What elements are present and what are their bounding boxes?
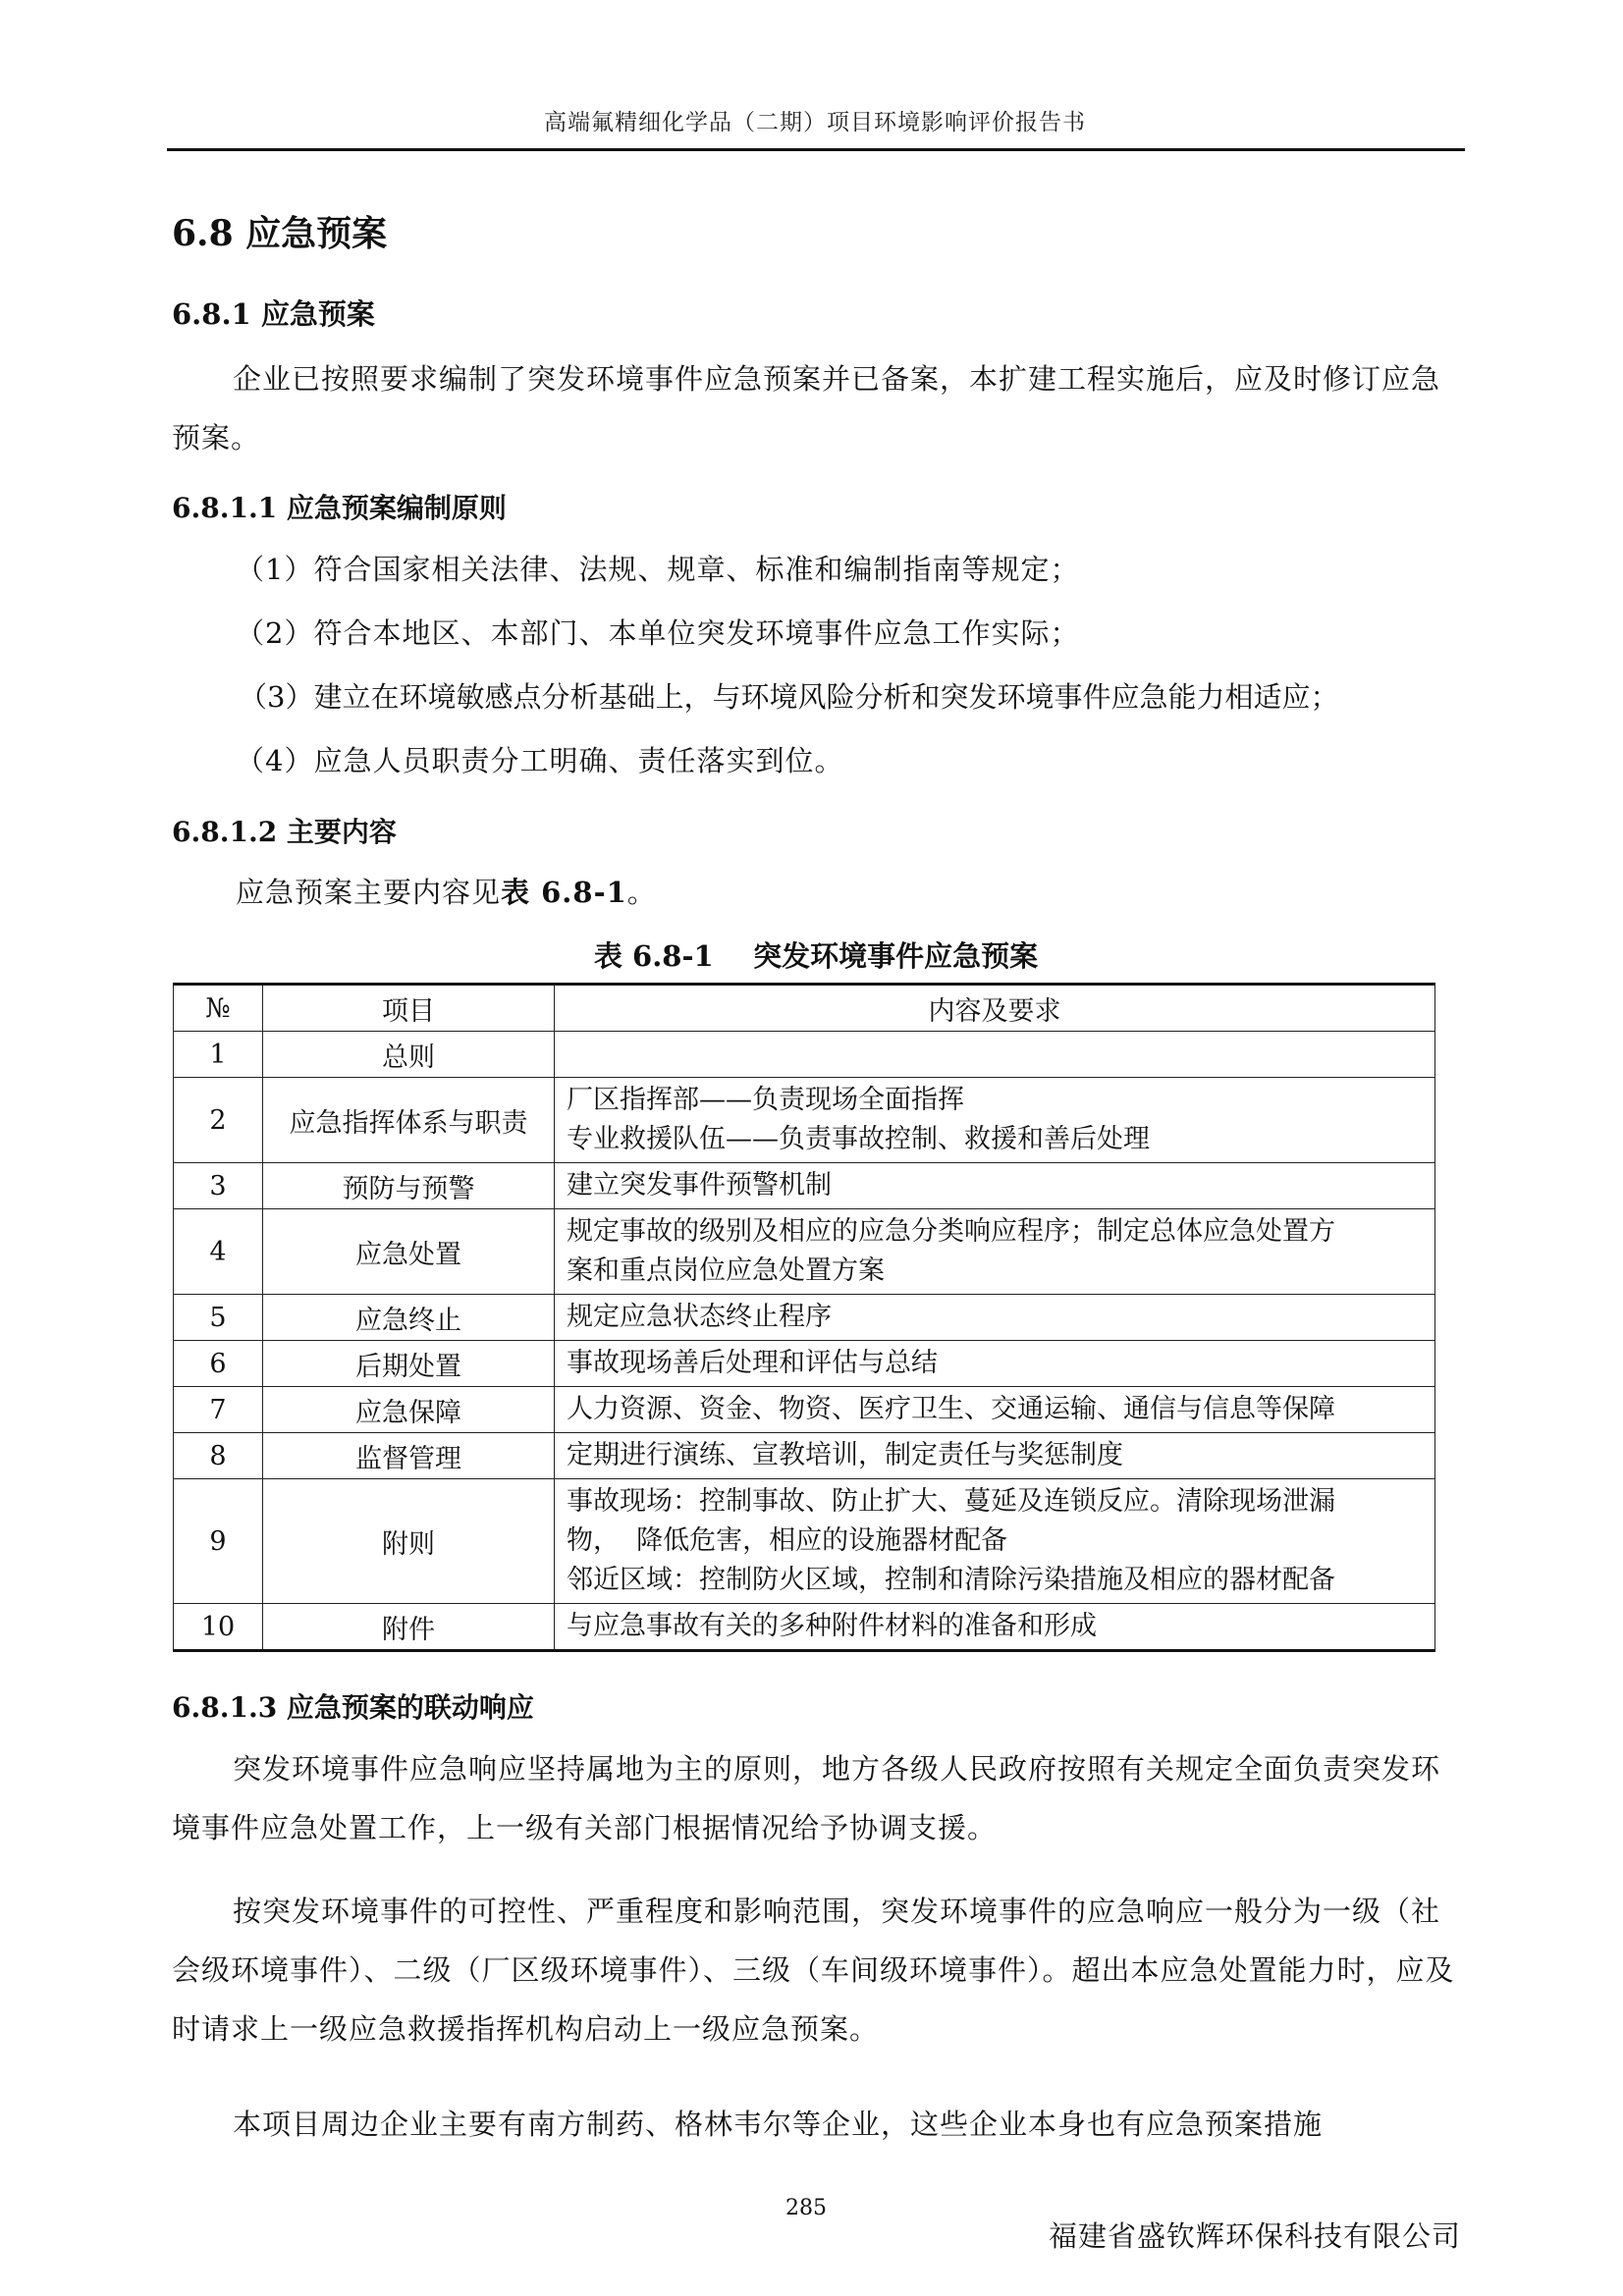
emergency-plan-table — [173, 983, 1435, 1652]
column-header-item: 项目 — [263, 985, 555, 1032]
principle-item: （3）建立在环境敏感点分析基础上，与环境风险分析和突发环境事件应急能力相适应； — [239, 680, 1339, 714]
row-item-name: 总则 — [263, 1032, 555, 1078]
content-line: 与应急事故有关的多种附件材料的准备和形成 — [567, 1611, 1097, 1641]
section-6-8-1-2-heading: 6.8.1.2 主要内容 — [172, 816, 397, 848]
content-line: 定期进行演练、宣教培训，制定责任与奖惩制度 — [567, 1440, 1123, 1470]
row-number: 4 — [174, 1209, 263, 1295]
row-number: 3 — [174, 1163, 263, 1209]
row-item-name: 应急终止 — [263, 1295, 555, 1341]
content-line: 规定应急状态终止程序 — [567, 1302, 832, 1332]
row-number: 5 — [174, 1295, 263, 1341]
section-6-8-1-3-paragraph: 本项目周边企业主要有南方制药、格林韦尔等企业，这些企业本身也有应急预案措施 — [233, 2108, 1324, 2141]
content-line: 邻近区域：控制防火区域，控制和清除污染措施及相应的器材配备 — [567, 1565, 1335, 1595]
table-row — [174, 1209, 1435, 1295]
running-header-title: 高端氟精细化学品（二期）项目环境影响评价报告书 — [544, 110, 1086, 135]
content-line: 厂区指挥部——负责现场全面指挥 — [567, 1085, 964, 1115]
row-number: 9 — [174, 1479, 263, 1604]
content-line — [567, 1035, 1423, 1074]
row-item-name: 预防与预警 — [263, 1163, 555, 1209]
row-content — [555, 1479, 1435, 1604]
row-item-name: 应急指挥体系与职责 — [263, 1078, 555, 1163]
row-content — [555, 1604, 1435, 1651]
section-6-8-1-2-paragraph: 应急预案主要内容见表 6.8-1。 — [236, 876, 657, 909]
row-item-name: 监督管理 — [263, 1433, 555, 1479]
content-line: 事故现场：控制事故、防止扩大、蔓延及连锁反应。清除现场泄漏 — [567, 1486, 1335, 1517]
table-caption: 表 6.8-1 突发环境事件应急预案 — [593, 939, 1039, 973]
header-rule — [167, 148, 1465, 151]
table-row — [174, 1163, 1435, 1209]
principle-item: （4）应急人员职责分工明确、责任落实到位。 — [236, 744, 844, 777]
row-number: 1 — [174, 1032, 263, 1078]
table-row — [174, 1604, 1435, 1651]
footer-company: 福建省盛钦辉环保科技有限公司 — [1048, 2219, 1461, 2253]
row-content — [555, 1341, 1435, 1387]
content-line: 案和重点岗位应急处置方案 — [567, 1255, 885, 1286]
row-content — [555, 1163, 1435, 1209]
table-row — [174, 1078, 1435, 1163]
principle-item: （1）符合国家相关法律、法规、规章、标准和编制指南等规定； — [236, 553, 1080, 586]
content-line: 物， 降低危害，相应的设施器材配备 — [567, 1525, 1008, 1556]
content-line: 规定事故的级别及相应的应急分类响应程序；制定总体应急处置方 — [567, 1216, 1335, 1247]
content-line: 专业救援队伍——负责事故控制、救援和善后处理 — [567, 1124, 1150, 1154]
content-line: 人力资源、资金、物资、医疗卫生、交通运输、通信与信息等保障 — [567, 1394, 1335, 1424]
row-number: 8 — [174, 1433, 263, 1479]
table-row — [174, 1479, 1435, 1604]
table-reference: 表 6.8-1 — [501, 876, 627, 909]
row-item-name: 后期处置 — [263, 1341, 555, 1387]
row-item-name: 附件 — [263, 1604, 555, 1651]
table-row — [174, 1295, 1435, 1341]
section-6-8-1-3-heading: 6.8.1.3 应急预案的联动响应 — [172, 1691, 534, 1724]
content-line: 建立突发事件预警机制 — [567, 1170, 832, 1201]
content-line: 事故现场善后处理和评估与总结 — [567, 1348, 938, 1378]
section-6-8-1-1-heading: 6.8.1.1 应急预案编制原则 — [172, 492, 507, 524]
section-6-8-1-3-paragraph: 按突发环境事件的可控性、严重程度和影响范围，突发环境事件的应急响应一般分为一级（社会级环境事件）、二级（厂区级环境事件）、三级（车间级环境事件）。超出本应急处置能力时，应及时请求上一级应急救援指挥机构启动上一级应急预案。 — [172, 1895, 1455, 2046]
table-row — [174, 1032, 1435, 1078]
column-header-content: 内容及要求 — [555, 985, 1435, 1032]
row-content — [555, 1295, 1435, 1341]
row-item-name: 应急保障 — [263, 1387, 555, 1433]
section-6-8-1-paragraph: 企业已按照要求编制了突发环境事件应急预案并已备案，本扩建工程实施后，应及时修订应急预案。 — [172, 362, 1441, 454]
column-header-no: № — [174, 985, 263, 1032]
table-header-row — [174, 985, 1435, 1032]
row-item-name: 附则 — [263, 1479, 555, 1604]
row-content — [555, 1078, 1435, 1163]
row-number: 10 — [174, 1604, 263, 1651]
table-row — [174, 1341, 1435, 1387]
row-number: 2 — [174, 1078, 263, 1163]
row-content — [555, 1433, 1435, 1479]
row-content — [555, 1387, 1435, 1433]
row-content — [555, 1209, 1435, 1295]
page-number: 285 — [785, 2196, 827, 2220]
row-number: 7 — [174, 1387, 263, 1433]
section-6-8-heading: 6.8 应急预案 — [172, 213, 388, 254]
principle-item: （2）符合本地区、本部门、本单位突发环境事件应急工作实际； — [236, 616, 1080, 650]
section-6-8-1-3-paragraph: 突发环境事件应急响应坚持属地为主的原则，地方各级人民政府按照有关规定全面负责突发环境事件应急处置工作，上一级有关部门根据情况给予协调支援。 — [172, 1752, 1441, 1844]
row-item-name: 应急处置 — [263, 1209, 555, 1295]
table-row — [174, 1387, 1435, 1433]
row-number: 6 — [174, 1341, 263, 1387]
table-row — [174, 1433, 1435, 1479]
section-6-8-1-heading: 6.8.1 应急预案 — [172, 297, 375, 331]
row-content — [555, 1032, 1435, 1078]
